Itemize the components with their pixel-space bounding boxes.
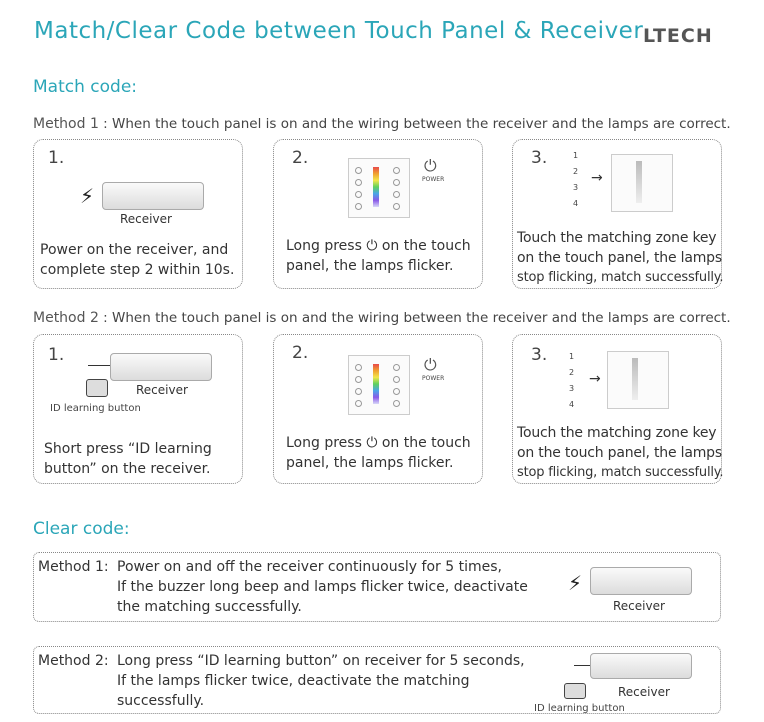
m1-step2-line2: panel, the lamps flicker. [286, 258, 454, 274]
m1-step3-number: 3. [531, 148, 548, 168]
m2-step1-receiver-label: Receiver [136, 383, 188, 397]
clear-method1-desc [117, 557, 528, 617]
clear-m2-line3: successfully. [117, 693, 205, 709]
m2-step2-line2: panel, the lamps flicker. [286, 455, 454, 471]
clear-m1-line1: Power on and off the receiver continuously for 5 times, [117, 559, 502, 575]
zone-1: 1 [569, 352, 575, 361]
m1-step3-box [512, 139, 722, 289]
m2-step2-line1b: on the touch [381, 435, 471, 451]
clear-id-learning-button-label: ID learning button [534, 703, 625, 714]
clear-code-heading: Clear code: [33, 519, 130, 539]
clear-method2-name: Method 2: [38, 653, 109, 669]
power-label: POWER [422, 375, 445, 382]
touch-panel-image [611, 154, 673, 212]
power-icon: ⏻ [424, 156, 437, 175]
clear-m2-receiver-label: Receiver [618, 685, 670, 699]
zone-1: 1 [573, 151, 579, 160]
m2-step2-desc [286, 433, 471, 473]
method2-desc: : When the touch panel is on and the wiring between the receiver and the lamps are correct. [103, 310, 731, 326]
id-learning-button-label: ID learning button [50, 403, 141, 414]
power-inline-icon: ⏻ [366, 238, 378, 254]
m2-step1-box [33, 334, 243, 484]
m1-step3-line2: on the touch panel, the lamps [517, 250, 722, 266]
clear-m2-line1: Long press “ID learning button” on receiver for 5 seconds, [117, 653, 525, 669]
m1-step2-line1a: Long press [286, 238, 362, 254]
receiver-image [590, 653, 692, 679]
page-title: Match/Clear Code between Touch Panel & Receiver [34, 18, 644, 44]
m2-step3-line3: stop flicking, match successfully. [517, 465, 724, 480]
m1-step2-box [273, 139, 483, 289]
arrow-right-icon: → [591, 170, 603, 186]
touch-panel-image [348, 158, 410, 218]
m1-step3-desc [517, 228, 723, 288]
method1-name: Method 1 [33, 116, 99, 132]
touch-panel-image [607, 351, 669, 409]
m1-step2-line1b: on the touch [381, 238, 471, 254]
match-method1-line [33, 116, 731, 132]
receiver-image [110, 353, 212, 381]
lightning-icon: ⚡ [80, 184, 95, 208]
method1-desc: : When the touch panel is on and the wiring between the receiver and the lamps are correct. [103, 116, 731, 132]
m2-step1-number: 1. [48, 345, 65, 365]
m2-step3-desc [517, 423, 723, 483]
match-method2-line [33, 310, 731, 326]
touch-panel-image [348, 355, 410, 415]
m2-step2-line1a: Long press [286, 435, 362, 451]
zone-3: 3 [569, 384, 575, 393]
clear-method1-box [33, 552, 721, 622]
m1-step1-number: 1. [48, 148, 65, 168]
m1-step1-line2: complete step 2 within 10s. [40, 262, 235, 278]
clear-m1-line3: the matching successfully. [117, 599, 302, 615]
match-code-heading: Match code: [33, 77, 138, 97]
zone-labels [573, 148, 578, 212]
m2-step2-number: 2. [292, 343, 309, 363]
zone-labels [569, 349, 574, 413]
m2-step3-number: 3. [531, 345, 548, 365]
m1-step1-line1: Power on the receiver, and [40, 242, 229, 258]
clear-m2-line2: If the lamps flicker twice, deactivate the matching [117, 673, 470, 689]
pointer-line [574, 665, 590, 666]
pointer-line [88, 365, 110, 366]
id-learning-button-image [86, 379, 108, 397]
clear-method2-box [33, 646, 721, 714]
zone-2: 2 [569, 368, 575, 377]
arrow-right-icon: → [589, 371, 601, 387]
receiver-image [590, 567, 692, 595]
clear-m1-receiver-label: Receiver [613, 599, 665, 613]
m2-step1-line1: Short press “ID learning [44, 441, 212, 457]
m1-step2-number: 2. [292, 148, 309, 168]
clear-method1-name: Method 1: [38, 559, 109, 575]
m2-step3-line2: on the touch panel, the lamps [517, 445, 722, 461]
zone-4: 4 [573, 199, 579, 208]
m2-step1-line2: button” on the receiver. [44, 461, 211, 477]
method2-name: Method 2 [33, 310, 99, 326]
power-inline-icon: ⏻ [366, 435, 378, 451]
m2-step3-box [512, 334, 722, 484]
m1-step1-desc [40, 240, 234, 280]
zone-3: 3 [573, 183, 579, 192]
m1-step3-line3: stop flicking, match successfully. [517, 270, 724, 285]
m1-step1-receiver-label: Receiver [120, 212, 172, 226]
clear-m1-line2: If the buzzer long beep and lamps flicker twice, deactivate [117, 579, 528, 595]
m1-step1-box [33, 139, 243, 289]
brand-logo: LTECH [643, 25, 713, 47]
zone-2: 2 [573, 167, 579, 176]
power-label: POWER [422, 176, 445, 183]
m1-step2-desc [286, 236, 471, 276]
id-learning-button-image [564, 683, 586, 699]
m1-step3-line1: Touch the matching zone key [517, 230, 717, 246]
receiver-image [102, 182, 204, 210]
m2-step1-desc [44, 439, 212, 479]
clear-method2-desc [117, 651, 525, 711]
lightning-icon: ⚡ [568, 571, 583, 595]
power-icon: ⏻ [424, 355, 437, 374]
zone-4: 4 [569, 400, 575, 409]
m2-step2-box [273, 334, 483, 484]
m2-step3-line1: Touch the matching zone key [517, 425, 717, 441]
